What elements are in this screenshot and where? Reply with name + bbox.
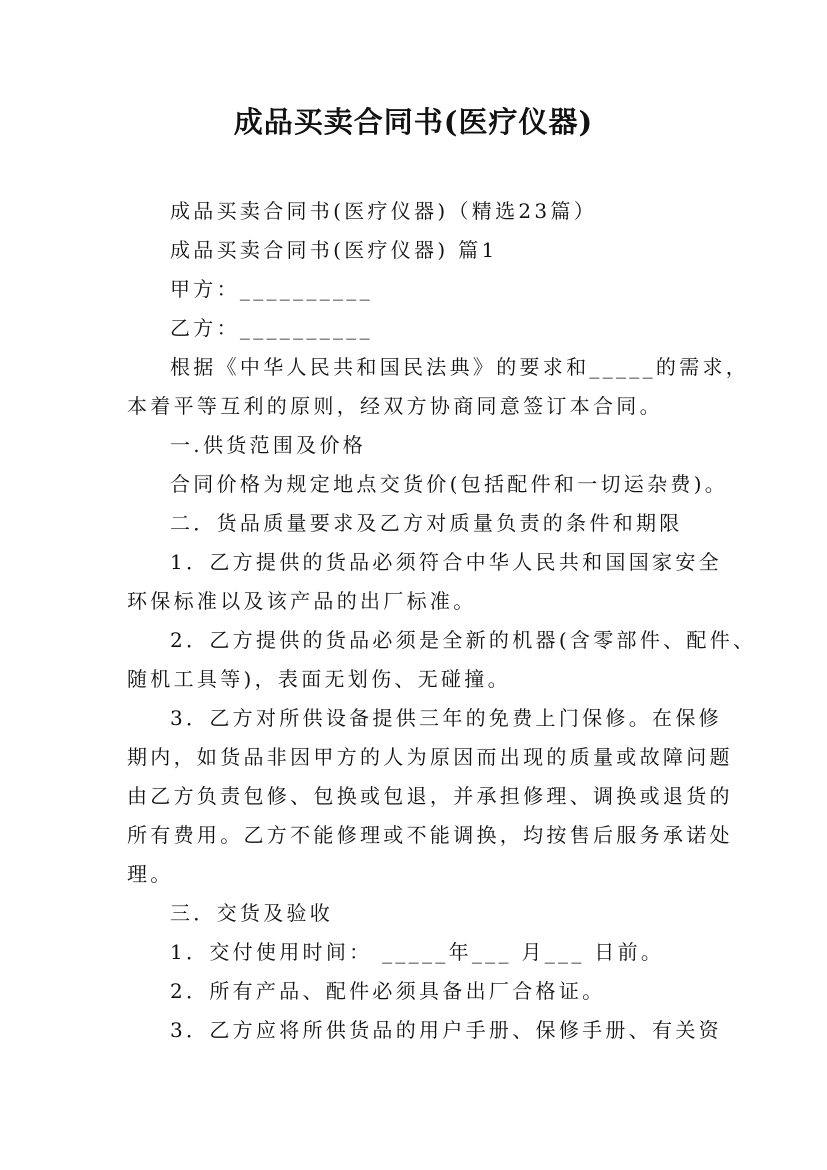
- section-heading: 成品买卖合同书(医疗仪器) 篇1: [170, 238, 498, 262]
- paragraph-line: 本着平等互利的原则，经双方协商同意签订本合同。: [127, 394, 663, 418]
- paragraph-line: 所有费用。乙方不能修理或不能调换，均按售后服务承诺处: [127, 823, 733, 847]
- paragraph-line: 2．所有产品、配件必须具备出厂合格证。: [170, 979, 606, 1003]
- document-title: 成品买卖合同书(医疗仪器): [233, 105, 594, 139]
- party-b-line: 乙方：__________: [170, 316, 373, 340]
- subtitle-line: 成品买卖合同书(医疗仪器)（精选23篇）: [170, 199, 598, 223]
- party-a-line: 甲方：__________: [170, 277, 373, 301]
- paragraph-line: 合同价格为规定地点交货价(包括配件和一切运杂费)。: [170, 472, 729, 496]
- paragraph-line: 2．乙方提供的货品必须是全新的机器(含零部件、配件、: [170, 628, 757, 652]
- clause-heading: 三．交货及验收: [170, 901, 334, 925]
- paragraph-line: 3．乙方应将所供货品的用户手册、保修手册、有关资: [170, 1018, 722, 1042]
- paragraph-line: 随机工具等)，表面无划伤、无碰撞。: [127, 667, 511, 691]
- paragraph-line: 环保标准以及该产品的出厂标准。: [127, 589, 477, 613]
- paragraph-line: 1．乙方提供的货品必须符合中华人民共和国国家安全: [170, 550, 722, 574]
- paragraph-line: 期内，如货品非因甲方的人为原因而出现的质量或故障问题: [127, 745, 733, 769]
- paragraph-line: 1．交付使用时间： _____年___ 月___ 日前。: [170, 940, 665, 964]
- clause-heading: 一.供货范围及价格: [170, 433, 367, 457]
- paragraph-line: 根据《中华人民共和国民法典》的要求和_____的需求，: [170, 355, 750, 379]
- paragraph-line: 由乙方负责包修、包换或包退，并承担修理、调换或退货的: [127, 784, 733, 808]
- clause-heading: 二．货品质量要求及乙方对质量负责的条件和期限: [170, 511, 683, 535]
- paragraph-line: 3．乙方对所供设备提供三年的免费上门保修。在保修: [170, 706, 722, 730]
- paragraph-line: 理。: [127, 862, 174, 886]
